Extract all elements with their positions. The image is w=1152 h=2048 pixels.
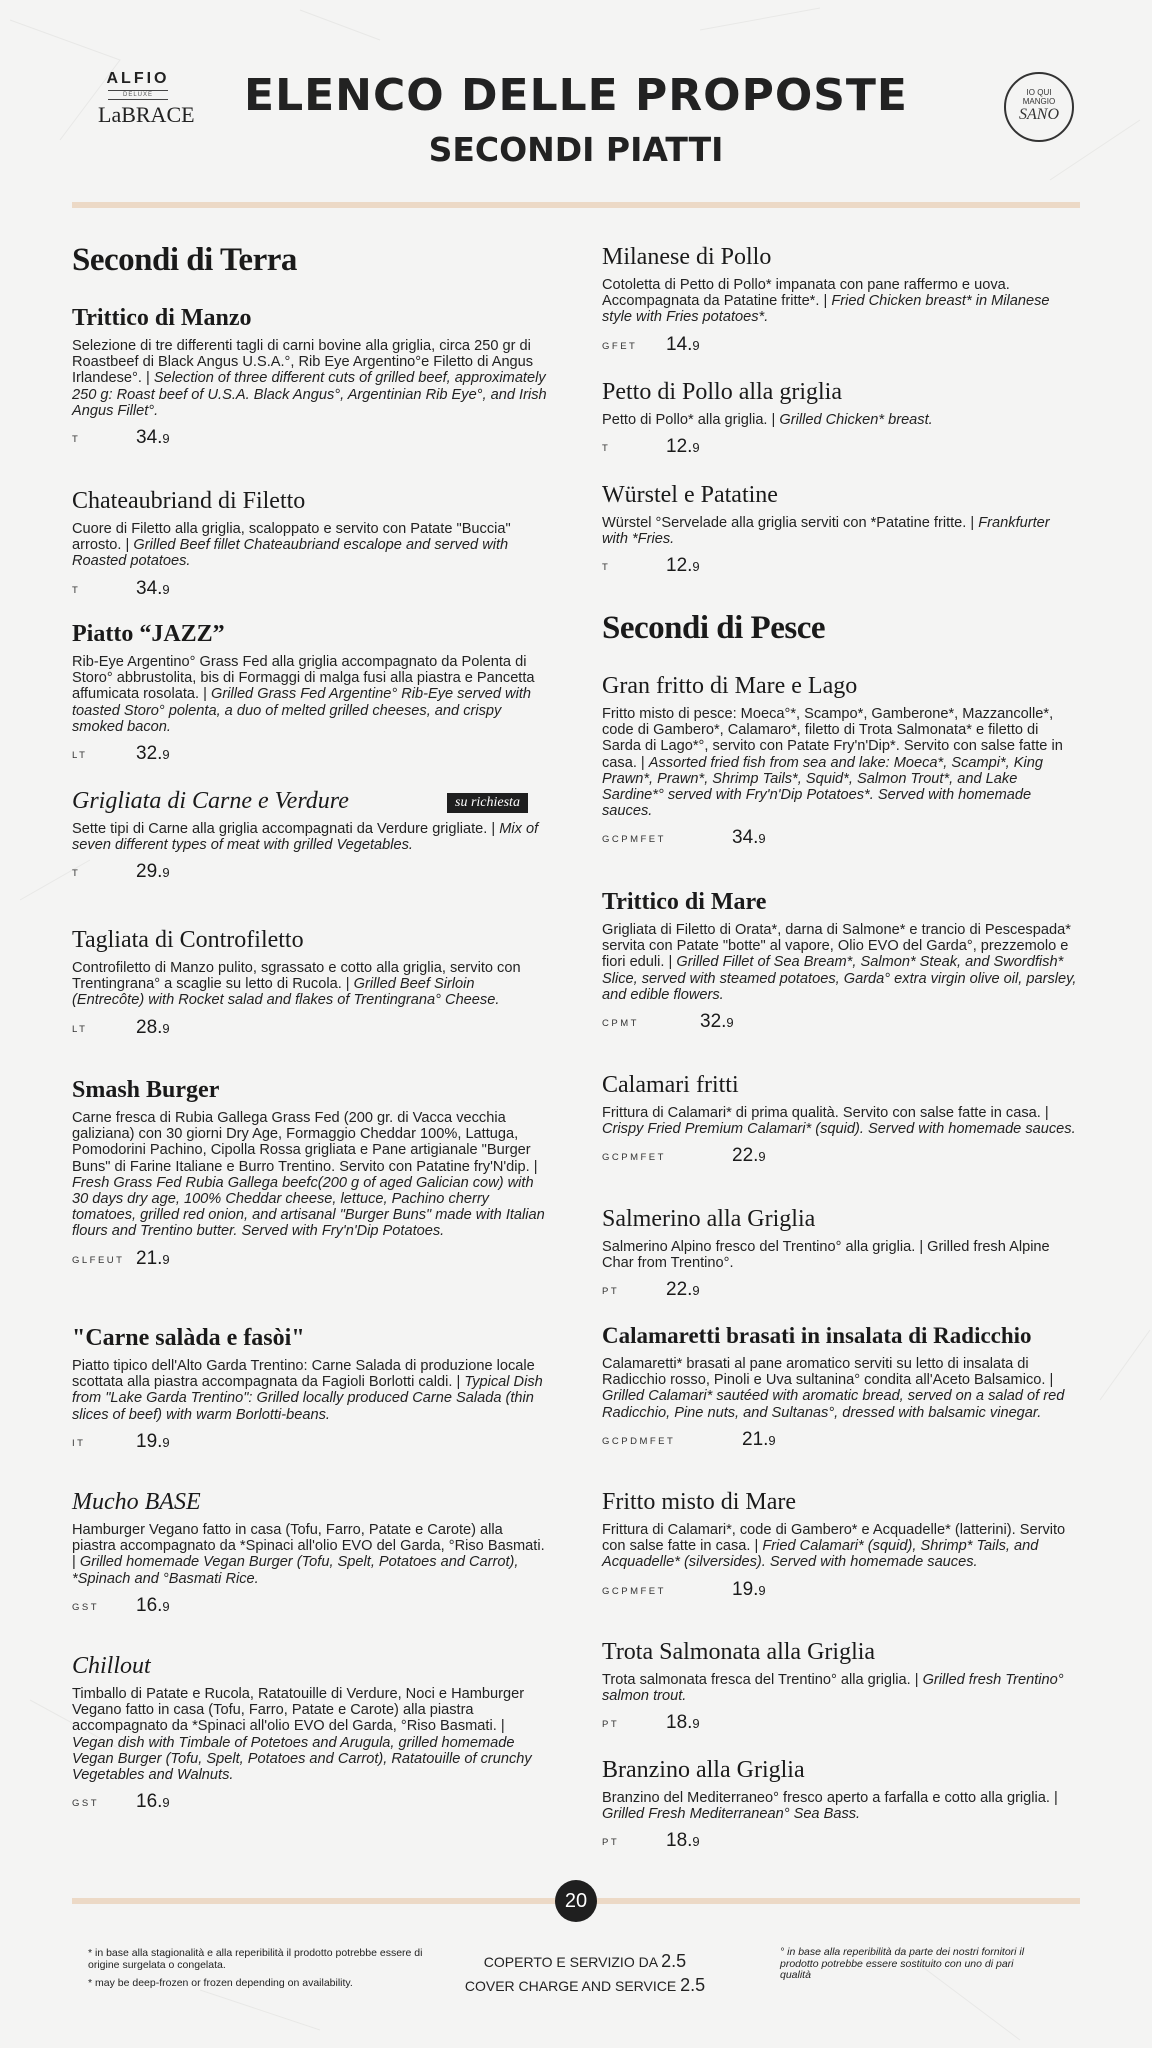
allergen-codes: LT (72, 1023, 88, 1035)
allergen-codes: GCPMFET (602, 834, 666, 846)
desc-en: Grilled Grass Fed Argentine° Rib-Eye served with toasted Storo° polenta, a duo of melted grilled cheeses, and crispy smoked bacon. (72, 686, 531, 735)
price-integer: 18. (666, 1830, 693, 1852)
allergen-codes: PT (602, 1837, 620, 1849)
allergen-codes: GST (72, 1798, 100, 1810)
dish-name: "Carne salàda e fasòi" (72, 1325, 305, 1351)
desc-it: Timballo di Patate e Rucola, Ratatouille di Verdure, Noci e Hamburger Vegano fatto in casa (Tofu, Farro, Patate e Carote) alla piastra accompagnato da *Spinaci all'olio EVO del Garda, °Riso Basmati. | (72, 1686, 525, 1735)
section-title-terra: Secondi di Terra (72, 242, 297, 278)
dish-description (72, 1686, 548, 1783)
dish-name: Würstel e Patatine (602, 482, 778, 508)
desc-en: Grilled homemade Vegan Burger (Tofu, Spelt, Potatoes and Carrot), *Spinach and °Basmati Rice. (72, 1554, 519, 1587)
desc-it: Controfiletto di Manzo pulito, sgrassato e cotto alla griglia, servito con Trentingrana° a scaglie su letto di Rucola. | (72, 960, 521, 993)
price-decimal: 9 (162, 1251, 170, 1267)
desc-en: Assorted fried fish from sea and lake: Moeca*, Scampi*, King Prawn*, Prawn*, Shrimp Tails*, Squid*, Salmon Trout*, and Lake Sardine*° served with Fry'n'Dip Potatoes*. Served with homemade sauces. (602, 754, 1043, 820)
price-row (72, 1017, 548, 1039)
desc-it: Salmerino Alpino fresco del Trentino° alla griglia. | Grilled fresh Alpine Char from Trentino°. (602, 1239, 1050, 1272)
price-integer: 16. (136, 1594, 163, 1616)
price-integer: 34. (136, 427, 163, 449)
top-divider (72, 202, 1080, 208)
price-decimal: 9 (162, 431, 170, 447)
price-decimal: 9 (692, 1834, 700, 1850)
dish-milanese-di-pollo (602, 243, 1078, 356)
price (666, 436, 700, 458)
allergen-codes: T (602, 443, 611, 455)
desc-en: Grilled Chicken* breast. (779, 412, 933, 428)
price-row (72, 1248, 548, 1270)
logo-right-text-1: IO QUI (1026, 88, 1052, 97)
desc-en: Grilled Fillet of Sea Bream*, Salmon* Steak, and Swordfish* Slice, served with steamed potatoes, Garda° extra virgin olive oil, parsley, and edible flowers. (602, 954, 1077, 1003)
price-decimal: 9 (162, 1020, 170, 1036)
page-subtitle: SECONDI PIATTI (428, 130, 724, 169)
dish-carne-salada-e-fasoi (72, 1324, 548, 1453)
price-decimal: 9 (692, 337, 700, 353)
price (666, 334, 700, 356)
price-row (602, 1429, 1078, 1451)
dish-name: Trittico di Mare (602, 889, 767, 915)
price-row (72, 861, 548, 883)
price-integer: 12. (666, 436, 693, 458)
price-decimal: 9 (692, 440, 700, 456)
price-decimal: 9 (162, 865, 170, 881)
dish-trota-salmonata (602, 1638, 1078, 1734)
price (732, 1145, 766, 1167)
alfio-la-brace-logo (98, 70, 195, 128)
price (136, 1431, 170, 1453)
desc-it: Petto di Pollo* alla griglia. | (602, 412, 780, 428)
desc-it: Calamaretti* brasati al pane aromatico serviti su letto di insalata di Radicchio rosso, Pinoli e Uva sultanina° condita all'Aceto Balsamico. | (602, 1356, 1054, 1389)
dish-name: Chillout (72, 1653, 151, 1679)
desc-en: Grilled Calamari* sautéed with aromatic bread, served on a salad of red Radicchio, Pine nuts, and Sultanas°, dressed with balsamic vinegar. (602, 1388, 1065, 1421)
price-row (72, 1791, 548, 1813)
dish-name: Tagliata di Controfiletto (72, 927, 304, 953)
dish-name: Salmerino alla Griglia (602, 1206, 816, 1232)
page-title: ELENCO DELLE PROPOSTE (244, 70, 908, 121)
dish-description (72, 1522, 548, 1587)
desc-en: Vegan dish with Timbale of Potetoes and Arugula, grilled homemade Vegan Burger (Tofu, Spelt, Potatoes and Carrot), Ratatouille of crunchy Vegetables and Walnuts. (72, 1734, 532, 1784)
allergen-codes: LT (72, 750, 88, 762)
desc-it: Cuore di Filetto alla griglia, scaloppato e servito con Patate "Buccia" arrosto. | (72, 521, 511, 554)
allergen-codes: PT (602, 1719, 620, 1731)
cover-charge-price-en: 2.5 (680, 1975, 706, 1995)
dish-grigliata-di-carne (72, 787, 548, 883)
dish-name: Trittico di Manzo (72, 305, 252, 331)
desc-en: Frankfurter with *Fries. (602, 515, 1050, 548)
price-decimal: 9 (162, 1598, 170, 1614)
price-row (602, 334, 1078, 356)
dish-branzino (602, 1756, 1078, 1852)
dish-name: Branzino alla Griglia (602, 1757, 805, 1783)
allergen-codes: GLFEUT (72, 1254, 125, 1266)
logo-right-text-3: SANO (1019, 106, 1059, 123)
allergen-codes: GFET (602, 340, 638, 352)
price (700, 1011, 734, 1033)
price (732, 1579, 766, 1601)
allergen-codes: T (72, 434, 81, 446)
dish-fritto-misto-di-mare (602, 1488, 1078, 1601)
footnote-italian: * in base alla stagionalità e alla reperibilità il prodotto potrebbe essere di origine surgelata o congelata. (88, 1947, 423, 1971)
price (136, 1248, 170, 1270)
dish-name: Calamaretti brasati in insalata di Radicchio (602, 1323, 1032, 1348)
dish-wurstel-e-patatine (602, 481, 1078, 577)
dish-calamaretti-brasati (602, 1322, 1078, 1451)
dish-description (72, 821, 548, 853)
cover-charge-english (440, 1975, 730, 1996)
allergen-codes: T (602, 562, 611, 574)
price-row (602, 1279, 1078, 1301)
dish-piatto-jazz (72, 620, 548, 765)
desc-en: Grilled Beef Sirloin (Entrecôte) with Rocket salad and flakes of Trentingrana° Cheese. (72, 976, 500, 1009)
dish-description (602, 922, 1078, 1003)
dish-description (602, 1356, 1078, 1421)
price-integer: 18. (666, 1712, 693, 1734)
desc-it: Würstel °Servelade alla griglia serviti con *Patatine fritte. | (602, 515, 979, 531)
price-row (602, 1712, 1078, 1734)
desc-en: Crispy Fried Premium Calamari* (squid). Served with homemade sauces. (602, 1121, 1076, 1138)
desc-it: Fritto misto di pesce: Moeca°*, Scampo*, Gamberone*, Mazzancolle*, code di Gambero*, Calamaro*, filetto di Trota Salmonata* e filetto di Sarda di Lago*°, servito con Patate Fry'n'Dip*. Servito con salse fatte in casa. | (602, 706, 1063, 771)
desc-en: Fried Chicken breast* in Milanese style with Fries potatoes*. (602, 293, 1050, 326)
allergen-codes: T (72, 584, 81, 596)
dish-name: Mucho BASE (72, 1489, 201, 1515)
cover-charge-price-it: 2.5 (661, 1951, 687, 1971)
price-decimal: 9 (768, 1432, 776, 1448)
price (666, 1279, 700, 1301)
dish-gran-fritto (602, 672, 1078, 849)
price-row (72, 743, 548, 765)
desc-it: Cotoletta di Petto di Pollo* impanata con pane raffermo e uova. Accompagnata da Patatine fritte*. | (602, 277, 1010, 310)
price (136, 427, 170, 449)
desc-it: Grigliata di Filetto di Orata*, darna di Salmone* e trancio di Pescespada* servita con Patate "botte" al vapore, Olio EVO del Garda°, prezzemolo e fiori eduli. | (602, 922, 1071, 971)
desc-it: Branzino del Mediterraneo° fresco aperto a farfalla e cotto alla griglia. | (602, 1790, 1058, 1806)
price-integer: 34. (732, 827, 759, 849)
price-integer: 14. (666, 333, 693, 355)
price-decimal: 9 (162, 1434, 170, 1450)
dish-chillout (72, 1652, 548, 1813)
desc-it: Frittura di Calamari* di prima qualità. Servito con salse fatte in casa. | (602, 1105, 1049, 1121)
price-decimal: 9 (758, 1582, 766, 1598)
dish-name: Chateaubriand di Filetto (72, 488, 306, 514)
price-integer: 12. (666, 555, 693, 577)
dish-name: Gran fritto di Mare e Lago (602, 673, 858, 699)
price-integer: 28. (136, 1016, 163, 1038)
dish-name: Piatto “JAZZ” (72, 621, 225, 647)
dish-description (602, 277, 1078, 326)
dish-description (602, 515, 1078, 547)
price-integer: 22. (666, 1279, 693, 1301)
price-decimal: 9 (758, 831, 766, 847)
desc-it: Sette tipi di Carne alla griglia accompagnati da Verdure grigliate. | (72, 821, 500, 837)
price-row (602, 827, 1078, 849)
dish-name: Fritto misto di Mare (602, 1489, 796, 1515)
allergen-codes: CPMT (602, 1018, 639, 1030)
desc-it: Rib-Eye Argentino° Grass Fed alla griglia accompagnato da Polenta di Storo° abbrustolita, bis di Formaggi di malga fusi alla piastra e Pancetta affumicata rosolata. | (72, 654, 535, 703)
price (666, 1830, 700, 1852)
price-decimal: 9 (692, 1716, 700, 1732)
dish-smash-burger (72, 1076, 548, 1270)
dish-chateaubriand-di-filetto (72, 487, 548, 600)
price (136, 578, 170, 600)
desc-en: Grilled Fresh Mediterranean° Sea Bass. (602, 1806, 861, 1823)
allergen-codes: PT (602, 1286, 620, 1298)
desc-en: Selection of three different cuts of grilled beef, approximately 250 g: Roast beef of U.S.A. Black Angus°, Argentinian Rib Eye°, and Irish Angus Fillet°. (72, 370, 547, 419)
dish-description (602, 1672, 1078, 1704)
dish-calamari-fritti (602, 1071, 1078, 1167)
allergen-codes: GST (72, 1601, 100, 1613)
price-integer: 32. (136, 743, 163, 765)
dish-description (72, 521, 548, 570)
price (136, 1595, 170, 1617)
price-integer: 32. (700, 1011, 727, 1033)
dish-description (602, 1239, 1078, 1271)
price-row (602, 1145, 1078, 1167)
price (136, 861, 170, 883)
price-decimal: 9 (162, 581, 170, 597)
price-integer: 16. (136, 1791, 163, 1813)
price (136, 1017, 170, 1039)
dish-description (72, 1110, 548, 1240)
price-row (602, 1830, 1078, 1852)
price-integer: 21. (136, 1247, 163, 1269)
desc-en: Fresh Grass Fed Rubia Gallega beefc(200 g of aged Galician cow) with 30 days dry age, 100% Cheddar cheese, lettuce, Pachino cherry tomatoes, grilled red onion, and artisanal "Burger Buns" made with Italian flours and Trentino butter. Served with Fry'n'Dip Potatoes. (72, 1174, 545, 1240)
dish-trittico-di-mare (602, 888, 1078, 1033)
desc-it: Hamburger Vegano fatto in casa (Tofu, Farro, Patate e Carote) alla piastra accompagnato da *Spinaci all'olio EVO del Garda, °Riso Basmati. | (72, 1522, 545, 1571)
price (742, 1429, 776, 1451)
cover-charge-label-it: COPERTO E SERVIZIO DA (483, 1954, 658, 1970)
price-row (72, 427, 548, 449)
price-decimal: 9 (692, 1283, 700, 1299)
desc-en: Mix of seven different types of meat with grilled Vegetables. (72, 821, 539, 854)
io-qui-mangio-sano-logo (1004, 72, 1074, 142)
price-row (72, 578, 548, 600)
dish-salmerino (602, 1205, 1078, 1301)
section-title-pesce: Secondi di Pesce (602, 610, 825, 646)
desc-en: Grilled Beef fillet Chateaubriand escalope and served with Roasted potatoes. (72, 537, 509, 570)
desc-en: Fried Calamari* (squid), Shrimp* Tails, and Acquadelle* (silversides). Served with homemade sauces. (602, 1538, 1039, 1571)
dish-description (72, 338, 548, 419)
logo-right-text-2: MANGIO (1022, 97, 1056, 106)
dish-name: Trota Salmonata alla Griglia (602, 1639, 876, 1665)
allergen-codes: T (72, 868, 81, 880)
price (136, 743, 170, 765)
logo-text-1: ALFIO (106, 70, 170, 87)
price (136, 1791, 170, 1813)
price-row (72, 1595, 548, 1617)
dish-description (72, 1358, 548, 1423)
price-row (602, 436, 1078, 458)
price-integer: 22. (732, 1145, 759, 1167)
page-number: 20 (555, 1880, 597, 1922)
footnote-substitution: ° in base alla reperibilità da parte dei nostri fornitori il prodotto potrebbe essere sostituito con uno di pari qualità (780, 1946, 1025, 1981)
price-row (602, 1011, 1078, 1033)
dish-description (602, 706, 1078, 819)
price-decimal: 9 (162, 747, 170, 763)
dish-description (602, 1105, 1078, 1137)
allergen-codes: GCPMFET (602, 1152, 666, 1164)
price-integer: 19. (732, 1578, 759, 1600)
allergen-codes: GCPMFET (602, 1585, 666, 1597)
cover-charge-italian (440, 1951, 730, 1972)
dish-description (602, 1522, 1078, 1571)
price-decimal: 9 (692, 559, 700, 575)
desc-it: Frittura di Calamari*, code di Gambero* e Acquadelle* (latterini). Servito con salse fatte in casa. | (602, 1522, 1066, 1555)
price-integer: 21. (742, 1428, 769, 1450)
logo-text-3: LaBRACE (98, 102, 195, 127)
dish-name: Petto di Pollo alla griglia (602, 379, 842, 405)
footnote-english: * may be deep-frozen or frozen depending on availability. (88, 1977, 353, 1989)
allergen-codes: GCPDMFET (602, 1435, 676, 1447)
price (732, 827, 766, 849)
dish-petto-di-pollo (602, 378, 1078, 458)
allergen-codes: IT (72, 1437, 86, 1449)
dish-name: Milanese di Pollo (602, 244, 772, 270)
dish-description (72, 960, 548, 1009)
price-row (72, 1431, 548, 1453)
dish-trittico-di-manzo (72, 304, 548, 449)
dish-name: Calamari fritti (602, 1072, 739, 1098)
dish-mucho-base (72, 1488, 548, 1617)
dish-name: Grigliata di Carne e Verdure (72, 788, 349, 814)
price (666, 1712, 700, 1734)
cover-charge-label-en: COVER CHARGE AND SERVICE (464, 1978, 677, 1994)
logo-text-2: DELUXE (108, 90, 168, 100)
dish-name: Smash Burger (72, 1077, 220, 1103)
price-decimal: 9 (162, 1795, 170, 1811)
desc-it: Carne fresca di Rubia Gallega Grass Fed (200 gr. di Vacca vecchia galiziana) con 30 giorni Dry Age, Formaggio Cheddar 100%, Lattuga, Pomodorini Pachino, Cipolla Rossa grigliata e Pane artigianale "Burger Buns" di Farine Italiane e Burro Trentino. Servito con Patatine fry'N'dip. | (72, 1110, 538, 1175)
price-integer: 19. (136, 1430, 163, 1452)
price-row (602, 1579, 1078, 1601)
price (666, 555, 700, 577)
desc-en: Typical Dish from "Lake Garda Trentino": Grilled locally produced Carne Salada (thin slices of beef) with warm Borlotti-beans. (72, 1374, 543, 1423)
dish-description (602, 1790, 1078, 1822)
desc-it: Selezione di tre differenti tagli di carni bovine alla griglia, circa 250 gr di Roastbeef di Black Angus U.S.A.°, Rib Eye Argentino°e Filetto di Angus Irlandese°. | (72, 338, 534, 387)
price-decimal: 9 (758, 1149, 766, 1165)
price-integer: 29. (136, 861, 163, 883)
desc-en: Grilled fresh Trentino° salmon trout. (602, 1672, 1064, 1705)
desc-it: Piatto tipico dell'Alto Garda Trentino: Carne Salada di produzione locale scottata alla piastra accompagnata da Fagioli Borlotti caldi. | (72, 1358, 535, 1391)
dish-description (602, 412, 1078, 428)
su-richiesta-badge: su richiesta (447, 793, 528, 813)
price-integer: 34. (136, 577, 163, 599)
price-row (602, 555, 1078, 577)
dish-tagliata-di-controfiletto (72, 926, 548, 1039)
price-decimal: 9 (726, 1015, 734, 1031)
dish-description (72, 654, 548, 735)
desc-it: Trota salmonata fresca del Trentino° alla griglia. | (602, 1672, 923, 1688)
